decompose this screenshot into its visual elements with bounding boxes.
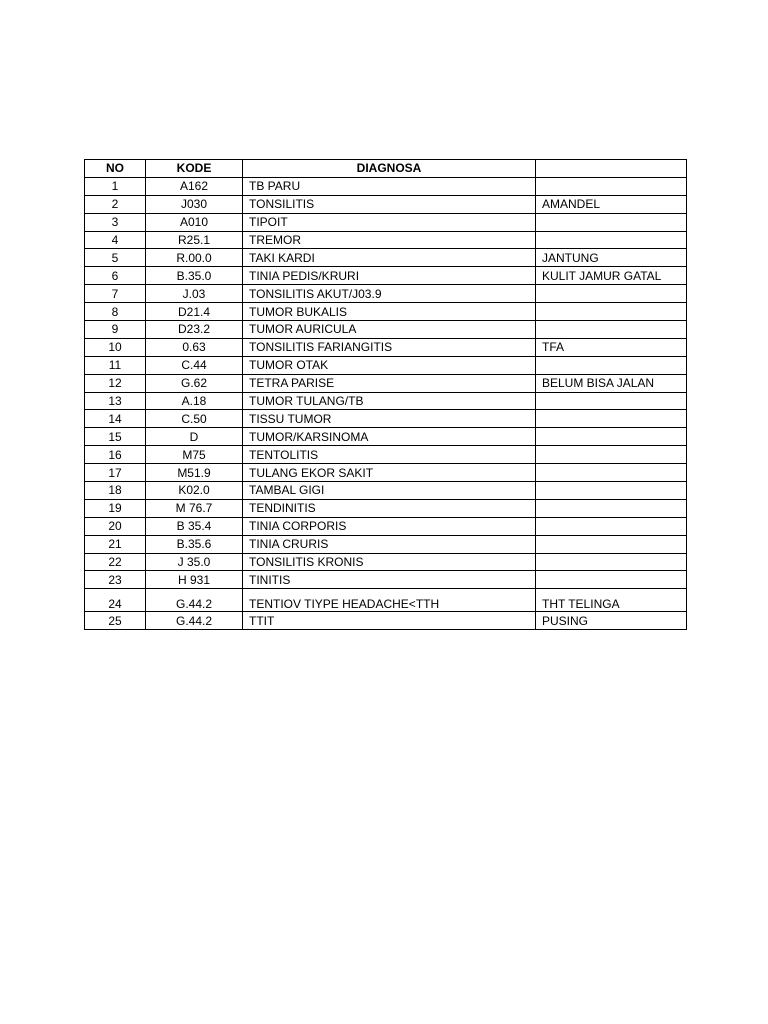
cell-diagnosa: TINITIS (243, 571, 536, 589)
cell-no: 23 (85, 571, 146, 589)
cell-no: 11 (85, 356, 146, 374)
cell-kode: C.44 (146, 356, 243, 374)
cell-diagnosa: TB PARU (243, 177, 536, 195)
table-row (85, 231, 687, 249)
cell-no: 8 (85, 303, 146, 321)
cell-no: 1 (85, 177, 146, 195)
cell-no: 15 (85, 428, 146, 446)
cell-no: 9 (85, 321, 146, 339)
cell-no: 19 (85, 499, 146, 517)
table-row (85, 517, 687, 535)
cell-kode: B 35.4 (146, 517, 243, 535)
table-row (85, 177, 687, 195)
cell-no: 5 (85, 249, 146, 267)
cell-keterangan (536, 321, 687, 339)
cell-kode: M 76.7 (146, 499, 243, 517)
cell-kode: R.00.0 (146, 249, 243, 267)
cell-no: 25 (85, 612, 146, 630)
cell-no: 17 (85, 464, 146, 482)
cell-kode: A162 (146, 177, 243, 195)
table-row (85, 249, 687, 267)
cell-diagnosa: TONSILITIS AKUT/J03.9 (243, 285, 536, 303)
cell-keterangan (536, 410, 687, 428)
cell-no: 13 (85, 392, 146, 410)
cell-diagnosa: TONSILITIS KRONIS (243, 553, 536, 571)
cell-keterangan (536, 499, 687, 517)
table-row (85, 195, 687, 213)
table-row (85, 499, 687, 517)
cell-diagnosa: TUMOR OTAK (243, 356, 536, 374)
cell-keterangan (536, 428, 687, 446)
cell-diagnosa: TETRA PARISE (243, 374, 536, 392)
cell-keterangan (536, 464, 687, 482)
table-row (85, 589, 687, 612)
table-row (85, 571, 687, 589)
cell-kode: J030 (146, 195, 243, 213)
cell-kode: J 35.0 (146, 553, 243, 571)
cell-keterangan (536, 231, 687, 249)
header-no: NO (85, 160, 146, 178)
table-row (85, 482, 687, 500)
cell-keterangan: KULIT JAMUR GATAL (536, 267, 687, 285)
cell-keterangan: JANTUNG (536, 249, 687, 267)
cell-keterangan (536, 517, 687, 535)
cell-keterangan: BELUM BISA JALAN (536, 374, 687, 392)
cell-keterangan (536, 392, 687, 410)
table-row (85, 464, 687, 482)
cell-kode: D23.2 (146, 321, 243, 339)
cell-diagnosa: TONSILITIS (243, 195, 536, 213)
cell-no: 16 (85, 446, 146, 464)
table-row (85, 374, 687, 392)
cell-keterangan: PUSING (536, 612, 687, 630)
cell-diagnosa: TINIA PEDIS/KRURI (243, 267, 536, 285)
cell-keterangan: TFA (536, 338, 687, 356)
cell-diagnosa: TONSILITIS FARIANGITIS (243, 338, 536, 356)
document-sheet (84, 159, 686, 630)
cell-diagnosa: TUMOR TULANG/TB (243, 392, 536, 410)
cell-no: 14 (85, 410, 146, 428)
cell-keterangan (536, 446, 687, 464)
cell-diagnosa: TUMOR AURICULA (243, 321, 536, 339)
cell-keterangan: THT TELINGA (536, 589, 687, 612)
cell-kode: G.44.2 (146, 589, 243, 612)
cell-diagnosa: TENTOLITIS (243, 446, 536, 464)
cell-no: 7 (85, 285, 146, 303)
cell-kode: M51.9 (146, 464, 243, 482)
cell-diagnosa: TENTIOV TIYPE HEADACHE<TTH (243, 589, 536, 612)
table-row (85, 267, 687, 285)
cell-kode: H 931 (146, 571, 243, 589)
cell-diagnosa: TISSU TUMOR (243, 410, 536, 428)
table-row (85, 338, 687, 356)
cell-no: 22 (85, 553, 146, 571)
cell-diagnosa: TTIT (243, 612, 536, 630)
cell-kode: B.35.0 (146, 267, 243, 285)
table-row (85, 553, 687, 571)
cell-diagnosa: TUMOR/KARSINOMA (243, 428, 536, 446)
table-row (85, 535, 687, 553)
cell-no: 12 (85, 374, 146, 392)
cell-keterangan (536, 213, 687, 231)
table-row (85, 392, 687, 410)
cell-no: 20 (85, 517, 146, 535)
cell-keterangan (536, 285, 687, 303)
cell-keterangan (536, 571, 687, 589)
header-diagnosa: DIAGNOSA (243, 160, 536, 178)
table-row (85, 410, 687, 428)
cell-diagnosa: TAMBAL GIGI (243, 482, 536, 500)
cell-keterangan (536, 482, 687, 500)
cell-keterangan (536, 535, 687, 553)
cell-keterangan (536, 356, 687, 374)
cell-kode: A010 (146, 213, 243, 231)
cell-kode: R25.1 (146, 231, 243, 249)
table-body (85, 177, 687, 629)
cell-no: 6 (85, 267, 146, 285)
cell-no: 18 (85, 482, 146, 500)
cell-no: 24 (85, 589, 146, 612)
cell-kode: D21.4 (146, 303, 243, 321)
cell-no: 21 (85, 535, 146, 553)
cell-keterangan: AMANDEL (536, 195, 687, 213)
cell-no: 3 (85, 213, 146, 231)
diagnosis-table (84, 159, 687, 630)
cell-kode: G.62 (146, 374, 243, 392)
cell-no: 10 (85, 338, 146, 356)
table-row (85, 356, 687, 374)
cell-diagnosa: TIPOIT (243, 213, 536, 231)
cell-diagnosa: TINIA CORPORIS (243, 517, 536, 535)
cell-no: 4 (85, 231, 146, 249)
cell-kode: G.44.2 (146, 612, 243, 630)
table-row (85, 428, 687, 446)
cell-keterangan (536, 177, 687, 195)
header-keterangan (536, 160, 687, 178)
cell-kode: B.35.6 (146, 535, 243, 553)
cell-kode: 0.63 (146, 338, 243, 356)
cell-kode: M75 (146, 446, 243, 464)
cell-diagnosa: TENDINITIS (243, 499, 536, 517)
table-row (85, 213, 687, 231)
cell-diagnosa: TREMOR (243, 231, 536, 249)
table-header-row (85, 160, 687, 178)
cell-kode: D (146, 428, 243, 446)
cell-kode: K02.0 (146, 482, 243, 500)
table-row (85, 446, 687, 464)
table-row (85, 285, 687, 303)
cell-kode: A.18 (146, 392, 243, 410)
table-row (85, 612, 687, 630)
cell-diagnosa: TAKI KARDI (243, 249, 536, 267)
cell-keterangan (536, 303, 687, 321)
cell-kode: J.03 (146, 285, 243, 303)
cell-diagnosa: TINIA CRURIS (243, 535, 536, 553)
cell-kode: C.50 (146, 410, 243, 428)
cell-diagnosa: TULANG EKOR SAKIT (243, 464, 536, 482)
header-kode: KODE (146, 160, 243, 178)
cell-keterangan (536, 553, 687, 571)
table-row (85, 303, 687, 321)
cell-no: 2 (85, 195, 146, 213)
table-row (85, 321, 687, 339)
cell-diagnosa: TUMOR BUKALIS (243, 303, 536, 321)
